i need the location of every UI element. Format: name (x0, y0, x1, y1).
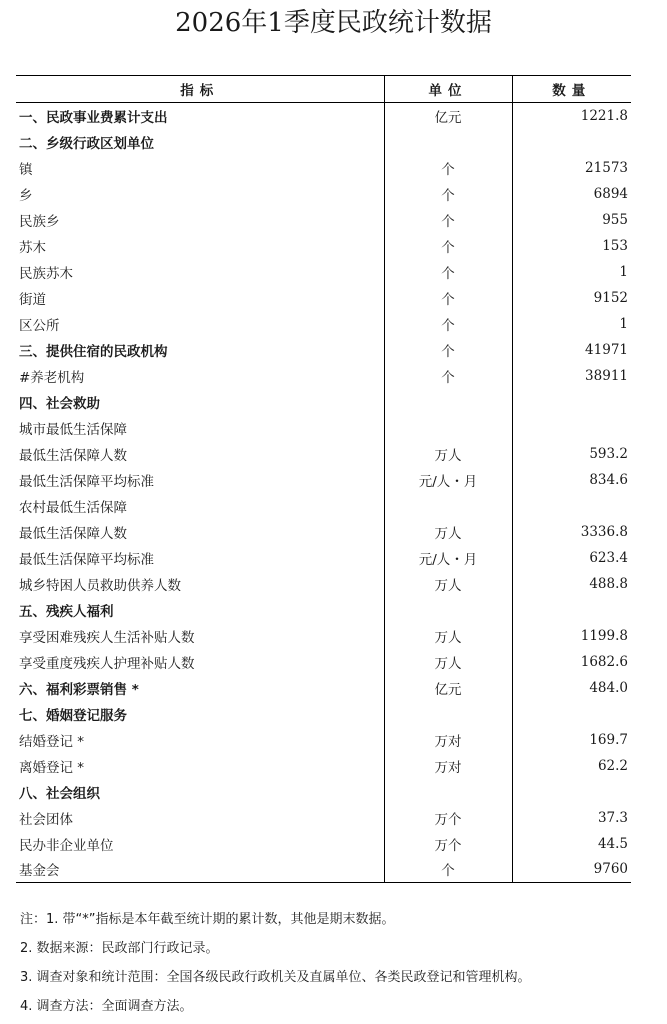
unit-cell: 万人 (384, 649, 512, 675)
indicator-cell: 基金会 (19, 863, 60, 880)
value-cell: 834.6 (512, 467, 631, 493)
indicator-cell: 结婚登记 * (19, 733, 85, 750)
indicator-cell: 民族乡 (19, 213, 60, 230)
indicator-cell: 五、残疾人福利 (19, 603, 114, 620)
indicator-cell: 享受重度残疾人护理补贴人数 (19, 655, 195, 672)
indicator-cell: 苏木 (19, 239, 46, 256)
unit-cell (384, 493, 512, 519)
unit-cell: 万对 (384, 753, 512, 779)
indicator-cell: 最低生活保障平均标准 (19, 551, 154, 568)
unit-cell (384, 389, 512, 415)
unit-cell: 个 (384, 207, 512, 233)
table-row (16, 103, 631, 129)
table-row (16, 415, 631, 441)
value-cell: 21573 (512, 155, 631, 181)
indicator-cell: 八、社会组织 (19, 785, 100, 802)
indicator-cell: 离婚登记 * (19, 759, 85, 776)
table-row (16, 701, 631, 727)
value-cell (512, 493, 631, 519)
unit-cell: 亿元 (384, 675, 512, 701)
table-row (16, 753, 631, 779)
unit-cell (384, 415, 512, 441)
table-row (16, 571, 631, 597)
note-cumulative: 注：1. 带“*”指标是本年截至统计期的累计数，其他是期末数据。 (20, 912, 395, 927)
value-cell: 488.8 (512, 571, 631, 597)
table-row (16, 649, 631, 675)
note-data-source: 2. 数据来源：民政部门行政记录。 (20, 941, 219, 956)
table-row (16, 675, 631, 701)
value-cell: 169.7 (512, 727, 631, 753)
indicator-cell: 民办非企业单位 (19, 837, 114, 854)
indicator-cell: 民族苏木 (19, 265, 73, 282)
indicator-cell: 乡 (19, 187, 33, 204)
table-row (16, 831, 631, 857)
indicator-cell: 镇 (19, 161, 33, 178)
indicator-cell: 七、婚姻登记服务 (19, 707, 127, 724)
unit-cell: 元/人・月 (384, 467, 512, 493)
unit-cell: 亿元 (384, 103, 512, 129)
indicator-cell: 城乡特困人员救助供养人数 (19, 577, 181, 594)
indicator-cell: 农村最低生活保障 (19, 499, 127, 516)
header-indicator: 指标 (180, 83, 220, 99)
value-cell (512, 415, 631, 441)
value-cell: 38911 (512, 363, 631, 389)
table-row (16, 129, 631, 155)
value-cell: 3336.8 (512, 519, 631, 545)
value-cell: 1199.8 (512, 623, 631, 649)
table-row (16, 597, 631, 623)
unit-cell: 万个 (384, 805, 512, 831)
unit-cell: 个 (384, 337, 512, 363)
unit-cell: 万个 (384, 831, 512, 857)
note-survey-method: 4. 调查方法：全面调查方法。 (20, 999, 193, 1014)
value-cell: 37.3 (512, 805, 631, 831)
unit-cell: 元/人・月 (384, 545, 512, 571)
unit-cell: 万人 (384, 441, 512, 467)
value-cell: 1 (512, 259, 631, 285)
table-body (16, 103, 631, 883)
indicator-cell: 最低生活保障平均标准 (19, 473, 154, 490)
unit-cell (384, 701, 512, 727)
indicator-cell: 二、乡级行政区划单位 (19, 135, 154, 152)
unit-cell: 个 (384, 311, 512, 337)
page-title: 2026年1季度民政统计数据 (175, 8, 492, 38)
table-row (16, 467, 631, 493)
value-cell (512, 129, 631, 155)
header-value: 数量 (512, 76, 631, 103)
table-row (16, 493, 631, 519)
value-cell: 9760 (512, 857, 631, 883)
value-cell (512, 701, 631, 727)
indicator-cell: 区公所 (19, 317, 60, 334)
value-cell: 623.4 (512, 545, 631, 571)
table-row (16, 155, 631, 181)
unit-cell: 个 (384, 285, 512, 311)
table-row (16, 623, 631, 649)
indicator-cell: 街道 (19, 291, 46, 308)
unit-cell: 个 (384, 363, 512, 389)
table-row (16, 441, 631, 467)
table-row (16, 337, 631, 363)
unit-cell: 万人 (384, 571, 512, 597)
unit-cell: 万人 (384, 519, 512, 545)
indicator-cell: 三、提供住宿的民政机构 (19, 343, 168, 360)
table-row (16, 285, 631, 311)
value-cell: 1 (512, 311, 631, 337)
table-row (16, 233, 631, 259)
table-row (16, 181, 631, 207)
table-row (16, 857, 631, 883)
unit-cell: 个 (384, 857, 512, 883)
table-row (16, 519, 631, 545)
indicator-cell: #养老机构 (19, 369, 85, 386)
table-row (16, 389, 631, 415)
table-row (16, 545, 631, 571)
table-row (16, 363, 631, 389)
table-header (16, 76, 631, 103)
table-row (16, 259, 631, 285)
unit-cell (384, 779, 512, 805)
value-cell: 62.2 (512, 753, 631, 779)
table-row (16, 805, 631, 831)
table-row (16, 311, 631, 337)
unit-cell: 万对 (384, 727, 512, 753)
indicator-cell: 最低生活保障人数 (19, 447, 127, 464)
unit-cell: 个 (384, 233, 512, 259)
table-row (16, 727, 631, 753)
table-row (16, 779, 631, 805)
header-row (16, 76, 631, 103)
value-cell: 955 (512, 207, 631, 233)
unit-cell: 个 (384, 181, 512, 207)
header-unit: 单位 (384, 76, 512, 103)
indicator-cell: 享受困难残疾人生活补贴人数 (19, 629, 195, 646)
unit-cell: 万人 (384, 623, 512, 649)
value-cell: 1221.8 (512, 103, 631, 129)
value-cell: 593.2 (512, 441, 631, 467)
indicator-cell: 一、民政事业费累计支出 (19, 109, 168, 126)
value-cell: 1682.6 (512, 649, 631, 675)
indicator-cell: 城市最低生活保障 (19, 421, 127, 438)
value-cell (512, 389, 631, 415)
unit-cell: 个 (384, 259, 512, 285)
value-cell: 9152 (512, 285, 631, 311)
value-cell (512, 779, 631, 805)
table-row (16, 207, 631, 233)
unit-cell (384, 129, 512, 155)
value-cell: 153 (512, 233, 631, 259)
value-cell: 484.0 (512, 675, 631, 701)
indicator-cell: 六、福利彩票销售 * (19, 681, 139, 698)
value-cell: 44.5 (512, 831, 631, 857)
value-cell: 6894 (512, 181, 631, 207)
value-cell (512, 597, 631, 623)
value-cell: 41971 (512, 337, 631, 363)
statistics-table (16, 75, 631, 883)
indicator-cell: 最低生活保障人数 (19, 525, 127, 542)
indicator-cell: 四、社会救助 (19, 395, 100, 412)
notes-section (20, 905, 650, 1021)
indicator-cell: 社会团体 (19, 811, 73, 828)
note-survey-scope: 3. 调查对象和统计范围：全国各级民政行政机关及直属单位、各类民政登记和管理机构。 (20, 970, 531, 985)
unit-cell: 个 (384, 155, 512, 181)
unit-cell (384, 597, 512, 623)
